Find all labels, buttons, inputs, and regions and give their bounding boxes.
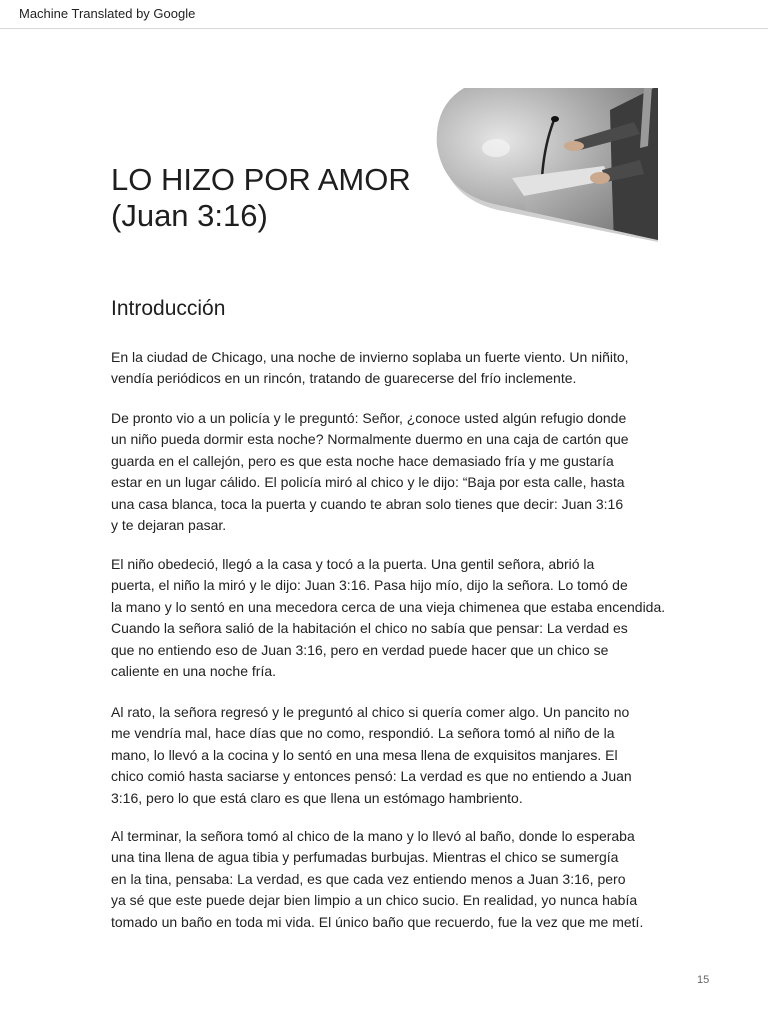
text-line: El niño obedeció, llegó a la casa y tocó a la puerta. Una gentil señora, abrió la xyxy=(111,556,595,572)
text-line: guarda en el callejón, pero es que esta noche hace demasiado fría y me gustaría xyxy=(111,452,614,469)
text-line: caliente en una noche fría. xyxy=(111,663,277,680)
paragraph xyxy=(111,826,691,933)
paragraph xyxy=(111,554,691,682)
section-heading: Introducción xyxy=(111,297,226,320)
text-line: un niño pueda dormir esta noche? Normalmente duermo en una caja de cartón que xyxy=(111,431,629,448)
text-line: una casa blanca, toca la puerta y cuando te abran solo tienes que decir: Juan 3:16 xyxy=(111,495,624,512)
text-line: en la tina, pensaba: La verdad, es que cada vez entiendo menos a Juan 3:16, pero xyxy=(111,870,626,887)
text-line: la mano y lo sentó en una mecedora cerca de una vieja chimenea que estaba encendida. xyxy=(111,598,666,615)
text-line: mano, lo llevó a la cocina y lo sentó en una mesa llena de exquisitos manjares. El xyxy=(111,746,618,763)
page-number: 15 xyxy=(697,974,710,986)
text-line: me vendría mal, hace días que no como, respondió. La señora tomó al niño de la xyxy=(111,725,615,742)
text-line: que no entiendo eso de Juan 3:16, pero en verdad puede hacer que un chico se xyxy=(111,641,609,658)
text-line: De pronto vio a un policía y le preguntó: Señor, ¿conoce usted algún refugio donde xyxy=(111,410,627,426)
title-line: (Juan 3:16) xyxy=(111,198,268,233)
text-line: Cuando la señora salió de la habitación el chico no sabía que pensar: La verdad es xyxy=(111,620,628,637)
text-line: ya sé que este puede dejar bien limpio a un chico sucio. En realidad, yo nunca había xyxy=(111,892,638,909)
text-line: estar en un lugar cálido. El policía miró al chico y le dijo: “Baja por esta calle, hasta xyxy=(111,474,625,491)
text-line: Al terminar, la señora tomó al chico de la mano y lo llevó al baño, donde lo esperaba xyxy=(111,828,635,844)
text-line: En la ciudad de Chicago, una noche de invierno soplaba un fuerte viento. Un niñito, xyxy=(111,349,629,365)
text-line: 3:16, pero lo que está claro es que llena un estómago hambriento. xyxy=(111,789,523,806)
text-line: chico comió hasta saciarse y entonces pensó: La verdad es que no entiendo a Juan xyxy=(111,768,632,785)
preacher-at-pulpit-image xyxy=(434,86,658,242)
text-line: tomado un baño en toda mi vida. El único baño que recuerdo, fue la vez que me metí. xyxy=(111,913,644,930)
translation-banner-label: Machine Translated by Google xyxy=(19,6,196,21)
paragraph xyxy=(111,347,691,390)
title-line: LO HIZO POR AMOR xyxy=(111,162,411,197)
paragraph xyxy=(111,702,691,809)
text-line: puerta, el niño la miró y le dijo: Juan 3:16. Pasa hijo mío, dijo la señora. Lo tomó de xyxy=(111,577,628,594)
translation-banner xyxy=(0,0,768,29)
text-line: vendía periódicos en un rincón, tratando de guarecerse del frío inclemente. xyxy=(111,370,577,387)
text-line: una tina llena de agua tibia y perfumadas burbujas. Mientras el chico se sumergía xyxy=(111,849,619,866)
paragraph xyxy=(111,408,691,536)
text-line: Al rato, la señora regresó y le preguntó al chico si quería comer algo. Un pancito no xyxy=(111,704,630,720)
page-title xyxy=(111,162,411,234)
text-line: y te dejaran pasar. xyxy=(111,517,227,534)
